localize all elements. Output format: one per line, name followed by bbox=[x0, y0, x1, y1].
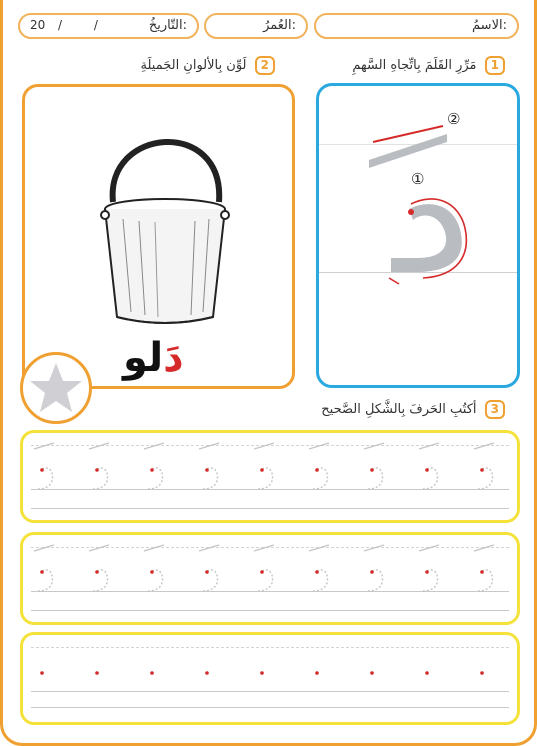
practice-glyph bbox=[415, 437, 445, 497]
practice-glyph bbox=[250, 539, 280, 599]
practice-glyph bbox=[140, 437, 170, 497]
coloring-panel bbox=[22, 84, 295, 389]
letter-dal-trace bbox=[319, 86, 517, 386]
tracing-panel bbox=[316, 83, 520, 388]
step3-text: أكتُبِ الحَرفَ بِالشَّكلِ الصَّحيح bbox=[321, 402, 477, 417]
instruction-step1 bbox=[352, 56, 505, 75]
practice-glyph bbox=[470, 539, 500, 599]
bucket-icon bbox=[95, 107, 235, 332]
practice-glyph bbox=[360, 437, 390, 497]
practice-glyph bbox=[85, 639, 115, 699]
step1-number: 1 bbox=[485, 56, 505, 75]
practice-glyph bbox=[415, 539, 445, 599]
practice-glyph bbox=[360, 639, 390, 699]
practice-glyph bbox=[250, 437, 280, 497]
practice-box-1[interactable] bbox=[20, 430, 520, 523]
step2-number: 2 bbox=[255, 56, 275, 75]
step2-text: لَوِّن بِالألوانِ الجَميلَةِ bbox=[140, 58, 247, 73]
practice-glyph bbox=[360, 539, 390, 599]
instruction-step2 bbox=[141, 56, 276, 75]
practice-glyph bbox=[140, 639, 170, 699]
practice-box-2[interactable] bbox=[20, 532, 520, 625]
word-rest: لو bbox=[123, 335, 164, 381]
practice-glyph bbox=[195, 639, 225, 699]
practice-row-2 bbox=[23, 535, 517, 622]
date-field[interactable] bbox=[18, 13, 199, 39]
practice-glyph bbox=[85, 437, 115, 497]
instruction-step3 bbox=[321, 400, 505, 419]
age-field[interactable] bbox=[204, 13, 308, 39]
picture-word bbox=[123, 335, 184, 381]
word-highlight-letter: دَ bbox=[163, 335, 184, 381]
practice-glyph bbox=[30, 539, 60, 599]
practice-glyph bbox=[195, 539, 225, 599]
name-field[interactable] bbox=[314, 13, 519, 39]
practice-row-3 bbox=[23, 635, 517, 722]
practice-glyph bbox=[305, 437, 335, 497]
practice-glyph bbox=[415, 639, 445, 699]
date-year: 20 bbox=[30, 18, 46, 32]
practice-glyph bbox=[305, 639, 335, 699]
star-icon bbox=[23, 355, 89, 421]
step1-text: مَرِّرِ القَلَمَ بِاتِّجاهِ السَّهمِ bbox=[352, 58, 477, 73]
practice-box-3[interactable] bbox=[20, 632, 520, 725]
practice-glyph bbox=[85, 539, 115, 599]
practice-glyph bbox=[470, 639, 500, 699]
step3-number: 3 bbox=[485, 400, 505, 419]
practice-glyph bbox=[30, 639, 60, 699]
date-slashes: / / bbox=[58, 18, 112, 32]
name-label: الاسمُ: bbox=[472, 18, 507, 33]
practice-glyph bbox=[30, 437, 60, 497]
stroke-2-marker: ② bbox=[447, 110, 461, 128]
practice-glyph bbox=[195, 437, 225, 497]
star-badge bbox=[20, 352, 92, 424]
practice-row-1 bbox=[23, 433, 517, 520]
practice-glyph bbox=[250, 639, 280, 699]
practice-glyph bbox=[305, 539, 335, 599]
stroke-1-marker: ① bbox=[411, 170, 425, 188]
practice-glyph bbox=[140, 539, 170, 599]
date-label: التّاريخُ: bbox=[148, 18, 187, 33]
practice-glyph bbox=[470, 437, 500, 497]
age-label: العُمرُ: bbox=[263, 18, 296, 33]
